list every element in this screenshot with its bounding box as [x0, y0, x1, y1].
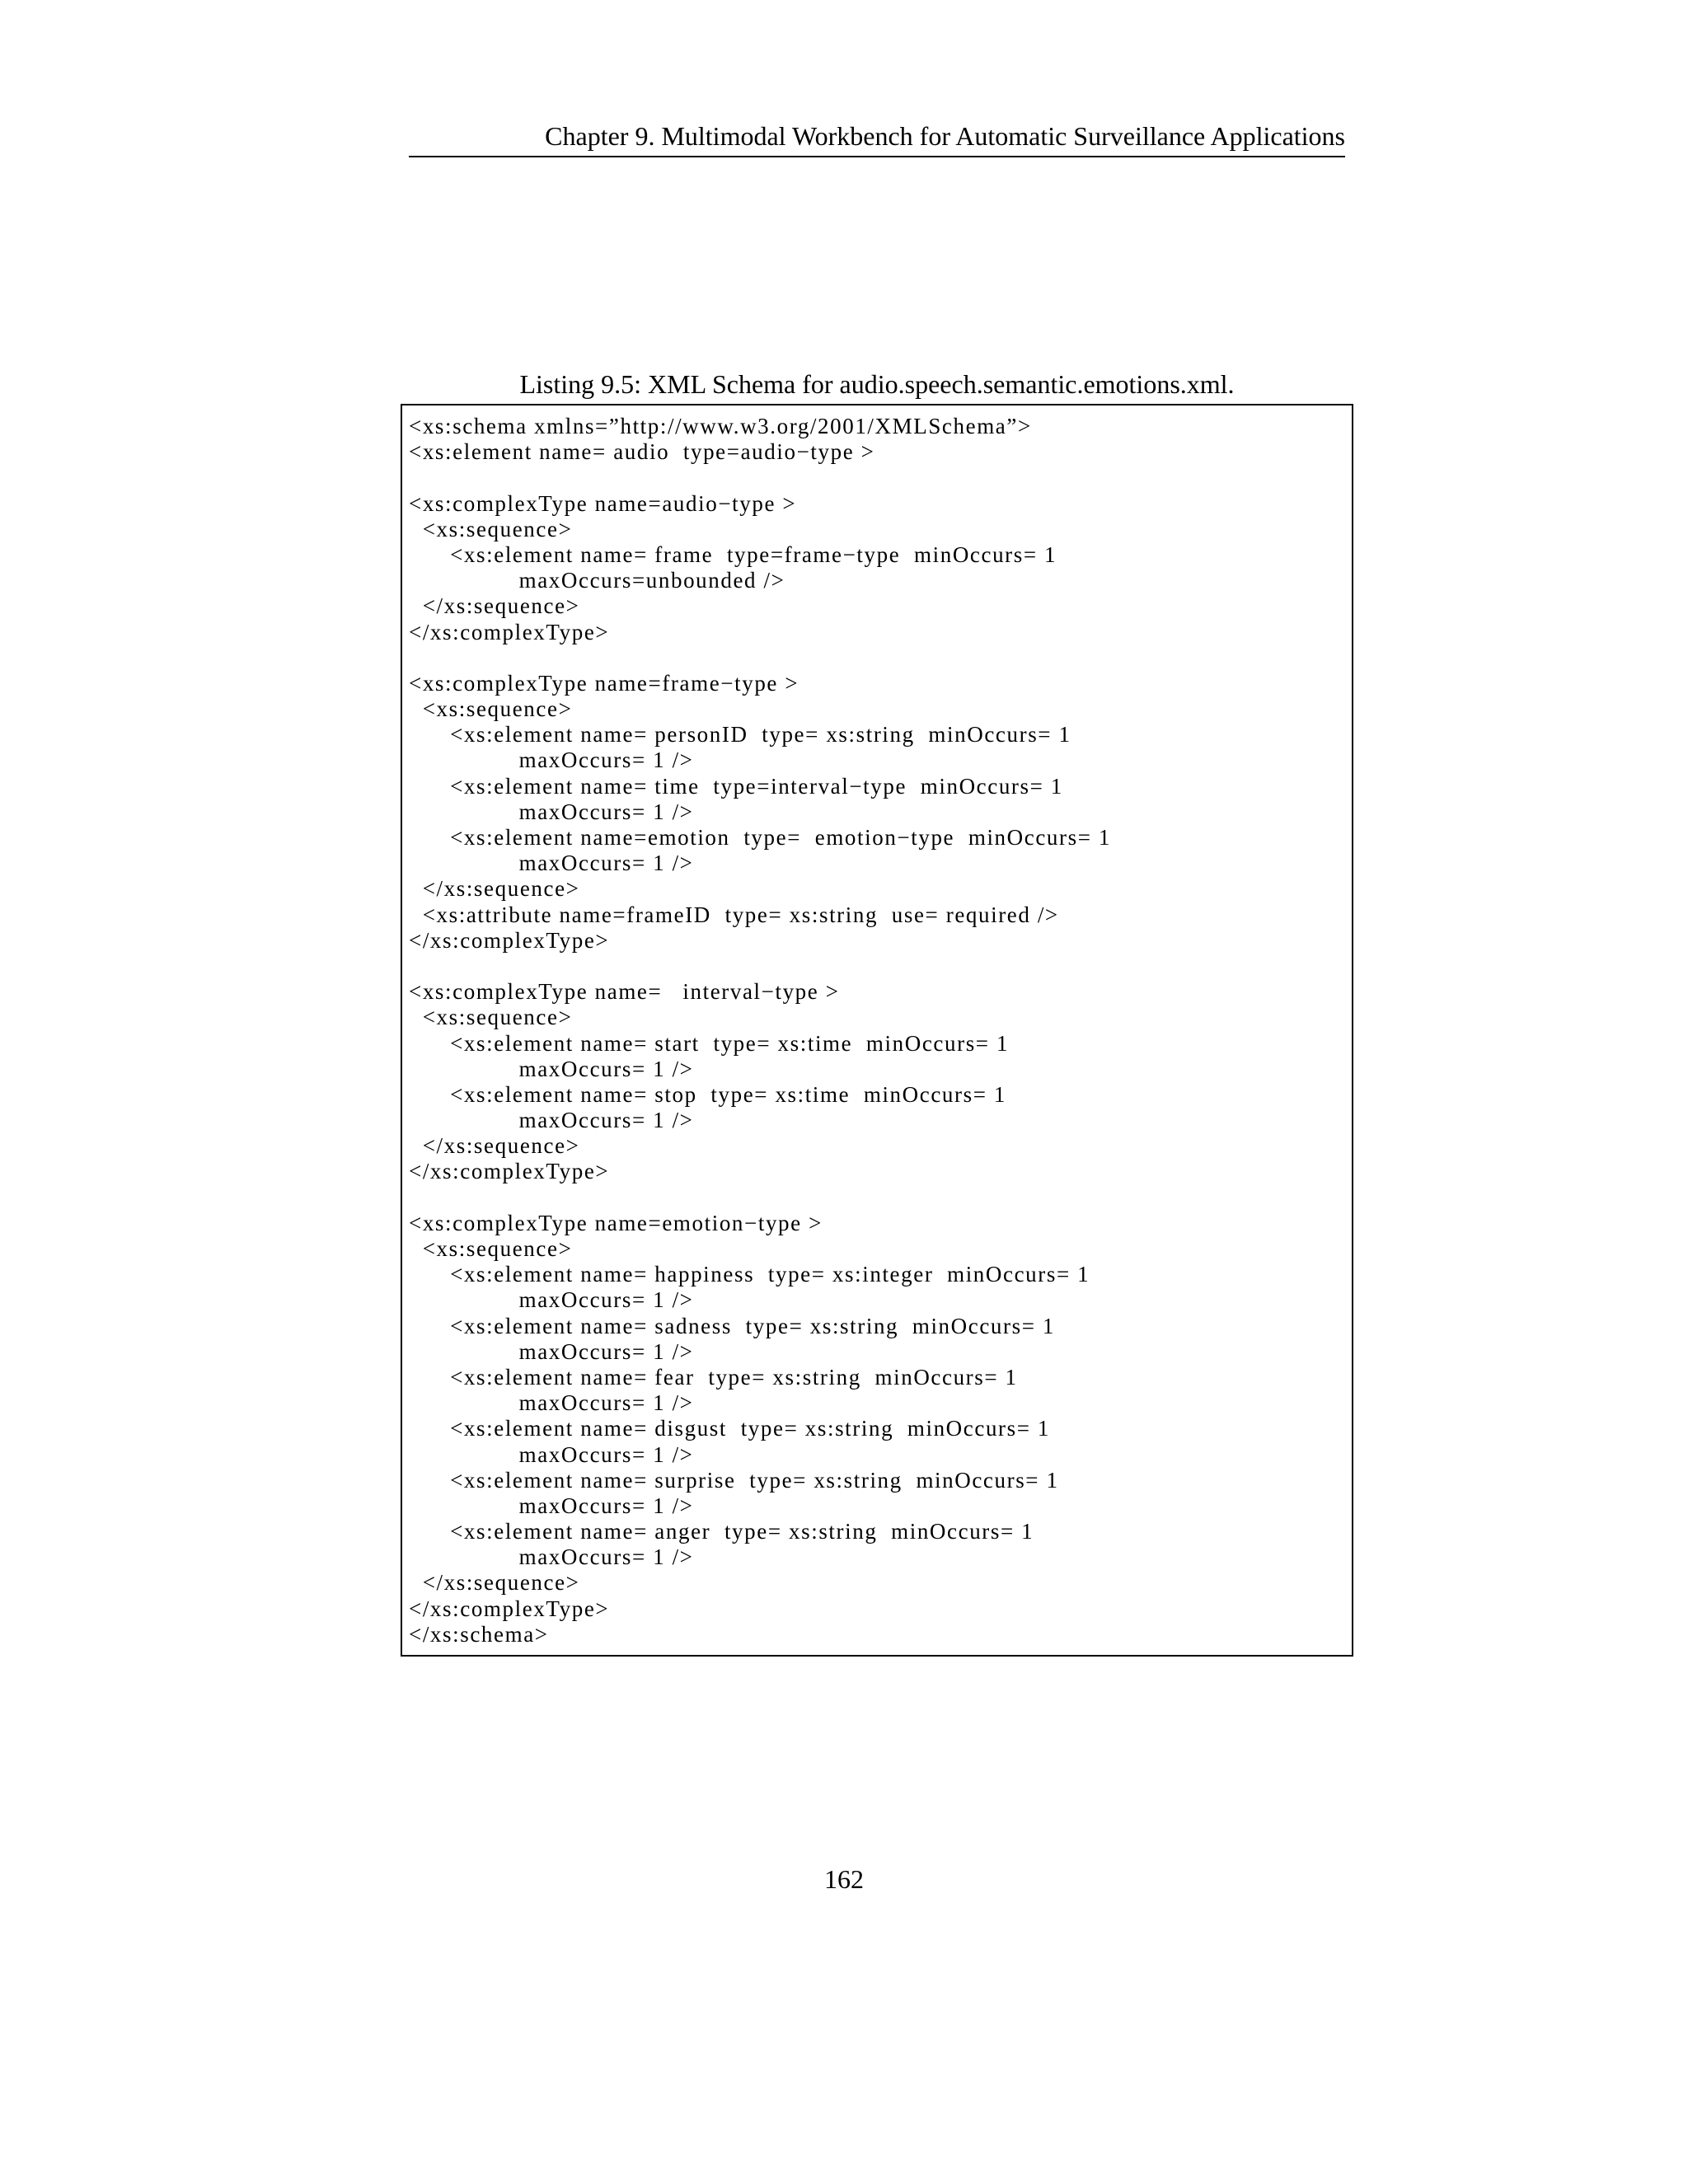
code-line: <xs:element name= personID type= xs:string minOccurs= 1 — [409, 722, 1071, 748]
code-line — [409, 645, 1111, 671]
code-line — [409, 1185, 1111, 1211]
code-line: <xs:element name= fear type= xs:string minOccurs= 1 — [409, 1364, 1018, 1390]
code-line: <xs:sequence> — [409, 516, 573, 541]
code-line: <xs:complexType name=emotion−type > — [409, 1210, 823, 1235]
code-line: </xs:sequence> — [409, 1133, 580, 1159]
page-number: 162 — [824, 1864, 864, 1894]
code-line: maxOccurs= 1 /> — [409, 1493, 694, 1518]
code-line: <xs:element name= start type= xs:time minOccurs= 1 — [409, 1030, 1010, 1056]
code-line: maxOccurs= 1 /> — [409, 1544, 694, 1570]
code-line: maxOccurs= 1 /> — [409, 1287, 694, 1313]
code-line: <xs:element name= anger type= xs:string minOccurs= 1 — [409, 1519, 1034, 1544]
code-line: </xs:sequence> — [409, 876, 580, 902]
code-line: maxOccurs= 1 /> — [409, 748, 694, 773]
code-lines — [409, 414, 1111, 1647]
code-line: <xs:complexType name=frame−type > — [409, 670, 799, 696]
running-header — [409, 120, 1345, 157]
code-line: <xs:element name= sadness type= xs:string minOccurs= 1 — [409, 1313, 1055, 1338]
code-line: <xs:complexType name=audio−type > — [409, 490, 797, 516]
code-line: </xs:complexType> — [409, 1596, 610, 1621]
code-line: <xs:element name= surprise type= xs:string minOccurs= 1 — [409, 1467, 1059, 1493]
code-line: </xs:sequence> — [409, 593, 580, 619]
code-line: <xs:element name= stop type= xs:time minOccurs= 1 — [409, 1081, 1007, 1107]
listing-caption: Listing 9.5: XML Schema for audio.speech.semantic.emotions.xml. — [519, 369, 1235, 399]
code-line — [409, 465, 1111, 490]
code-line: <xs:element name= happiness type= xs:integer minOccurs= 1 — [409, 1262, 1090, 1287]
code-line: <xs:element name= time type=interval−type minOccurs= 1 — [409, 773, 1063, 799]
running-header-title: Chapter 9. Multimodal Workbench for Automatic Surveillance Applications — [545, 121, 1345, 151]
code-line — [409, 954, 1111, 979]
code-line: <xs:schema xmlns=”http://www.w3.org/2001/XMLSchema”> — [409, 414, 1032, 438]
code-line: <xs:sequence> — [409, 1236, 573, 1261]
code-line: <xs:sequence> — [409, 1005, 573, 1030]
code-listing — [401, 404, 1353, 1657]
code-line: <xs:element name= disgust type= xs:string minOccurs= 1 — [409, 1416, 1051, 1441]
code-line: <xs:attribute name=frameID type= xs:string use= required /> — [409, 902, 1059, 927]
code-line: <xs:complexType name= interval−type > — [409, 979, 840, 1005]
code-line: maxOccurs= 1 /> — [409, 1390, 694, 1416]
code-line: maxOccurs= 1 /> — [409, 1056, 694, 1081]
code-line: </xs:sequence> — [409, 1570, 580, 1596]
code-line: <xs:element name= frame type=frame−type minOccurs= 1 — [409, 541, 1057, 567]
code-line: <xs:element name= audio type=audio−type > — [409, 439, 875, 465]
code-line: maxOccurs= 1 /> — [409, 799, 694, 824]
code-line: maxOccurs= 1 /> — [409, 1441, 694, 1467]
code-line: maxOccurs=unbounded /> — [409, 568, 785, 593]
code-line: <xs:sequence> — [409, 696, 573, 722]
code-line: <xs:element name=emotion type= emotion−type minOccurs= 1 — [409, 825, 1111, 850]
code-line: maxOccurs= 1 /> — [409, 1338, 694, 1364]
code-line: </xs:complexType> — [409, 619, 610, 644]
code-line: </xs:complexType> — [409, 927, 610, 953]
code-line: </xs:complexType> — [409, 1159, 610, 1184]
code-line: maxOccurs= 1 /> — [409, 851, 694, 876]
code-line: </xs:schema> — [409, 1621, 549, 1647]
code-line: maxOccurs= 1 /> — [409, 1108, 694, 1133]
